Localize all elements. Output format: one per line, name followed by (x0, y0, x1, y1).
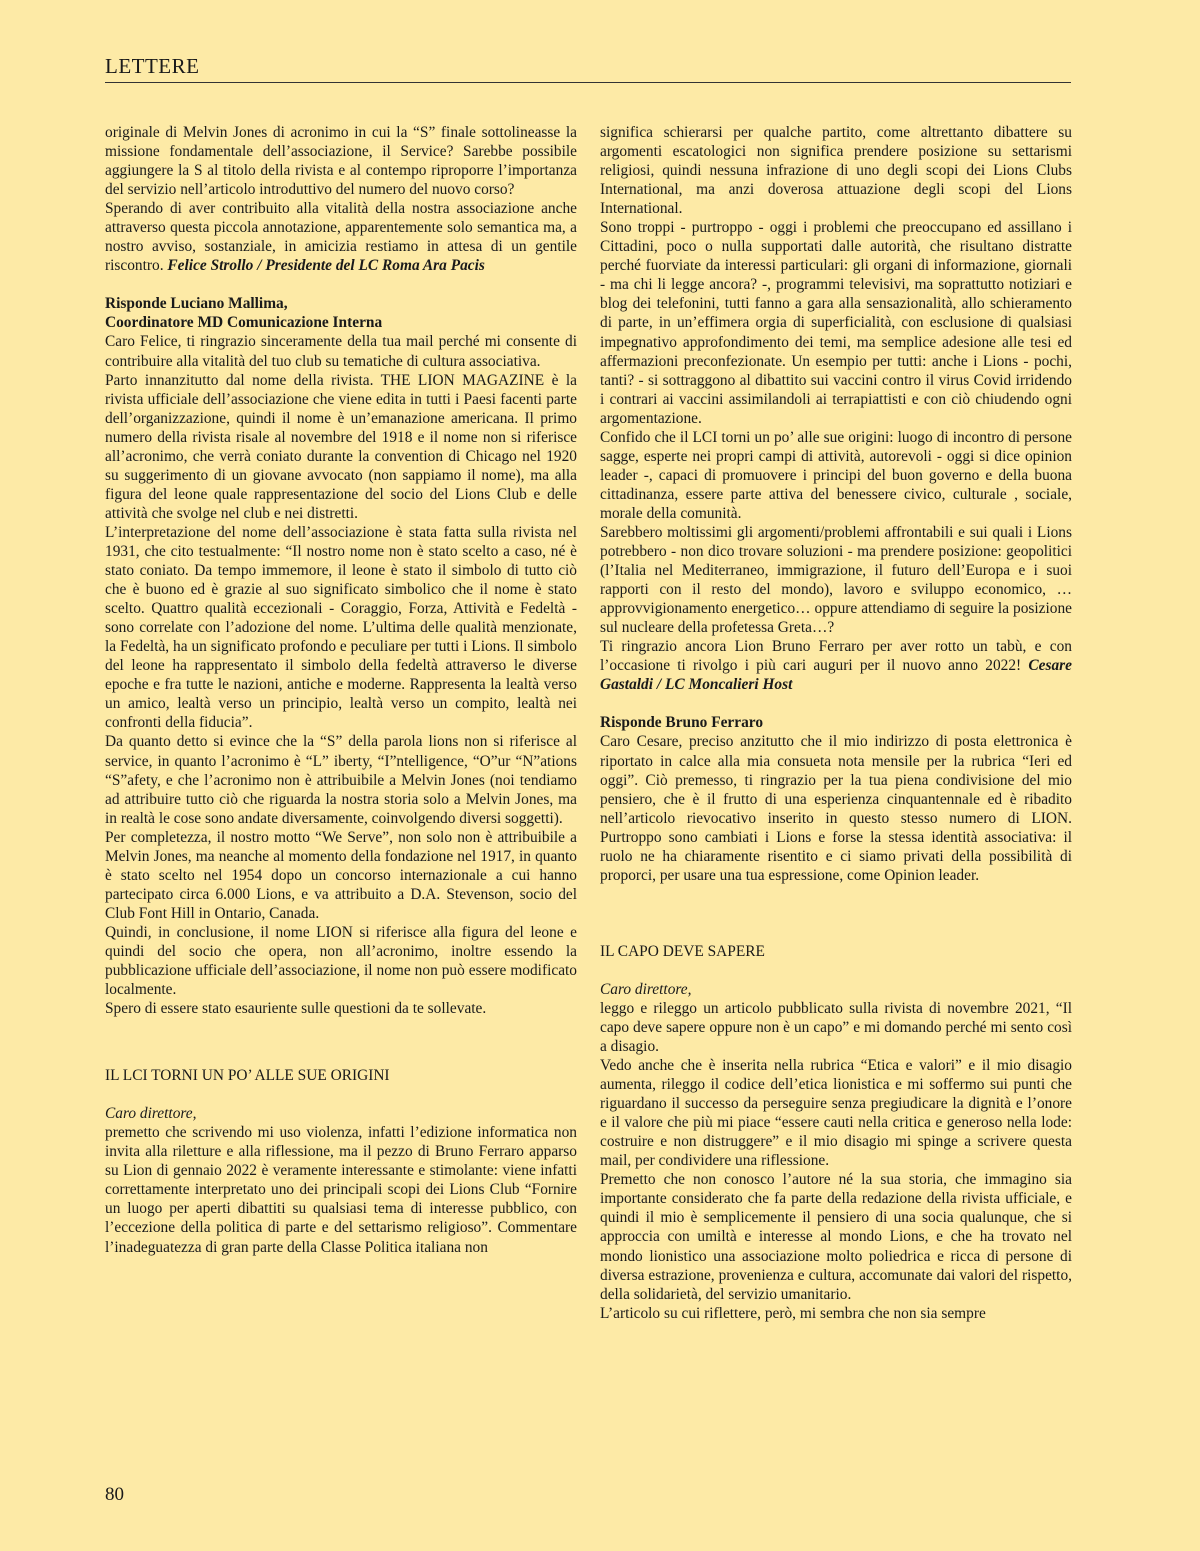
signature: Felice Strollo / Presidente del LC Roma Ara Pacis (167, 257, 485, 275)
section-header: LETTERE (105, 54, 1071, 83)
paragraph: significa schierarsi per qualche partito, come altrettanto dibattere su argomenti escatologici non significa prendere posizione su settarismi religiosi, quindi nessuna infrazione di uno degli scopi dei Lions Clubs International, ma anzi doverosa attuazione degli scopi del Lions International. (600, 124, 1072, 218)
paragraph: Confido che il LCI torni un po’ alle sue origini: luogo di incontro di persone sagge, esperte nei propri campi di attività, autorevoli - oggi si dice opinion leader -, capaci di promuovere i principi del buon governo e della buona cittadinanza, essere parte attiva del benessere civico, culturale , sociale, morale della comunità. (600, 428, 1072, 522)
salutation: Caro direttore, (600, 980, 692, 998)
article-title: IL LCI TORNI UN PO’ ALLE SUE ORIGINI (105, 1067, 390, 1085)
page-number: 80 (105, 1484, 124, 1505)
paragraph: L’articolo su cui riflettere, però, mi sembra che non sia sempre (600, 1304, 986, 1322)
paragraph: Caro Felice, ti ringrazio sinceramente della tua mail perché mi consente di contribuire alla vitalità del tuo club su tematiche di cultura associativa. (105, 333, 577, 370)
paragraph (105, 199, 577, 275)
paragraph: Sono troppi - purtroppo - oggi i problemi che preoccupano ed assillano i Cittadini, poco o nulla supportati dalle autorità, che risultano distratte perché fuorviate da interessi particulari: gli organi di informazione, giornali - ma chi li legge ancora? -, programmi televisivi, ma soprattutto notiziari e blog dei telefonini, tutti fanno a gara alla sensazionalità, allo schieramento di parte, in un’effimera orgia di superficialità, con esclusione di qualsiasi impegnativo approfondimento dei temi, ma semplice adesione alle tesi ed affermazioni preconfezionate. Un esempio per tutti: anche i Lions - pochi, tanti? - si sottraggono al dibattito sui vaccini contro il virus Covid irridendo i contrari ai vaccini assimilandoli ai terrapiattisti e con ciò chiudendo ogni argomentazione. (600, 219, 1072, 427)
paragraph: Sarebbero moltissimi gli argomenti/problemi affrontabili e sui quali i Lions potrebbero - non dico trovare soluzioni - ma prendere posizione: geopolitici (l’Italia nel Mediterraneo, immigrazione, il futuro dell’Europa e i suoi rapporti con il resto del mondo), lavoro e sviluppo economico, …approvvigionamento energetico… oppure attendiamo di seguire la posizione sul nucleare della profetessa Greta…? (600, 523, 1072, 637)
signature: Cesare Gastaldi / LC Moncalieri Host (600, 657, 1072, 694)
paragraph-text: Ti ringrazio ancora Lion Bruno Ferraro per aver rotto un tabù, e con l’occasione ti rivolgo i più cari auguri per il nuovo anno 2022! (600, 638, 1072, 675)
right-column (600, 123, 1072, 1323)
paragraph: Parto innanzitutto dal nome della rivista. THE LION MAGAZINE è la rivista ufficiale dell’associazione che viene edita in tutti i Paesi facenti parte dell’organizzazione, quindi il nome è un’emanazione americana. Il primo numero della rivista risale al novembre del 1918 e il nome non si riferisce all’acronimo, che verrà coniato durante la convention di Chicago nel 1920 su suggerimento di un giovane avvocato (non sappiamo il nome), ma alla figura del leone quale rappresentazione del socio del Lions Club e delle attività che svolge nel club e nei distretti. (105, 371, 577, 522)
paragraph: Caro Cesare, preciso anzitutto che il mio indirizzo di posta elettronica è riportato in calce alla mia consueta nota mensile per la rubrica “Ieri ed oggi”. Ciò premesso, ti ringrazio per la tua piena condivisione del mio pensiero, che è il frutto di una esperienza cinquantennale ed è ribadito nell’articolo rievocativo inserito in questo stesso numero di LION. Purtroppo sono cambiati i Lions e forse la stessa identità associativa: il ruolo ne ha chiaramente risentito e ci siamo privati della possibilità di proporci, per usare una tua espressione, come Opinion leader. (600, 733, 1072, 884)
paragraph: L’interpretazione del nome dell’associazione è stata fatta sulla rivista nel 1931, che cito testualmente: “Il nostro nome non è stato scelto a caso, né è stato coniato. Da tempo immemore, il leone è stato il simbolo di tutto ciò che è buono ed è grazie al suo significato simbolico che il nome è stato scelto. Quattro qualità eccezionali - Coraggio, Forza, Attività e Fedeltà - sono correlate con l’adozione del nome. L’ultima delle qualità menzionate, la Fedeltà, ha un significato profondo e peculiare per tutti i Lions. Il simbolo del leone ha rappresentato il simbolo della fedeltà attraverso le diverse epoche e fra tutte le nazioni, antiche e moderne. Rappresenta la lealtà verso un amico, lealtà verso un principio, lealtà verso un compito, lealtà nei confronti della fiducia”. (105, 523, 577, 732)
left-column (105, 123, 577, 1257)
paragraph-text: Sperando di aver contribuito alla vitalità della nostra associazione anche attraverso questa piccola annotazione, apparentemente solo semantica ma, a nostro avviso, sostanziale, in amicizia restiamo in attesa di un gentile riscontro. (105, 200, 577, 275)
paragraph: Da quanto detto si evince che la “S” della parola lions non si riferisce al service, in quanto l’acronimo è “L” iberty, “I”ntelligence, “O”ur “N”ations “S”afety, e che l’acronimo non è attribuibile a Melvin Jones (noi tendiamo ad attribuire tutto ciò che riguarda la nostra storia solo a Melvin Jones, ma in realtà le cose sono andate diversamente, coinvolgendo diversi soggetti). (105, 733, 577, 827)
paragraph (600, 637, 1072, 694)
paragraph: Per completezza, il nostro motto “We Serve”, non solo non è attribuibile a Melvin Jones, ma neanche al momento della fondazione nel 1917, in quanto è stato scelto nel 1954 dopo un concorso internazionale a cui hanno partecipato circa 6.000 Lions, e va attribuito a D.A. Stevenson, socio del Club Font Hill in Ontario, Canada. (105, 828, 577, 922)
paragraph: leggo e rileggo un articolo pubblicato sulla rivista di novembre 2021, “Il capo deve sapere oppure non è un capo” e mi domando perché mi sento così a disagio. (600, 999, 1072, 1056)
salutation: Caro direttore, (105, 1105, 197, 1123)
reply-heading: Risponde Bruno Ferraro (600, 714, 764, 732)
reply-heading-role: Coordinatore MD Comunicazione Interna (105, 314, 383, 332)
paragraph: Spero di essere stato esauriente sulle questioni da te sollevate. (105, 1000, 487, 1018)
paragraph: premetto che scrivendo mi uso violenza, infatti l’edizione informatica non invita alla riletture e alla riflessione, ma il pezzo di Bruno Ferraro apparso su Lion di gennaio 2022 è veramente interessante e stimolante: viene infatti correttamente interpretato uno dei principali scopi dei Lions Club “Fornire un luogo per aperti dibattiti su qualsiasi tema di interesse pubblico, con l’eccezione della politica di parte e del settarismo religioso”. Commentare l’inadeguatezza di gran parte della Classe Politica italiana non (105, 1124, 577, 1256)
paragraph: Quindi, in conclusione, il nome LION si riferisce alla figura del leone e quindi del socio che opera, non all’acronimo, inoltre essendo la pubblicazione ufficiale dell’associazione, il nome non può essere modificato localmente. (105, 923, 577, 999)
article-title: IL CAPO DEVE SAPERE (600, 942, 765, 960)
paragraph: Premetto che non conosco l’autore né la sua storia, che immagino sia importante considerato che fa parte della redazione della rivista ufficiale, e quindi il mio è semplicemente il pensiero di una socia qualunque, che si approccia con umiltà e interesse al mondo Lions, e che ha trovato nel mondo lionistico una associazione molto poliedrica e ricca di persone di diversa estrazione, provenienza e cultura, accomunate dai valori del rispetto, della solidarietà, del servizio umanitario. (600, 1171, 1072, 1303)
paragraph: originale di Melvin Jones di acronimo in cui la “S” finale sottolineasse la missione fondamentale dell’associazione, il Service? Sarebbe possibile aggiungere la S al titolo della rivista e al contempo riproporre l’importanza del servizio nell’articolo introduttivo del numero del nuovo corso? (105, 124, 577, 199)
reply-heading: Risponde Luciano Mallima, (105, 295, 288, 313)
paragraph: Vedo anche che è inserita nella rubrica “Etica e valori” e il mio disagio aumenta, rileggo il codice dell’etica lionistica e mi soffermo sui punti che riguardano il successo da perseguire senza pregiudicare la dignità e l’onore e il valore che più mi piace “essere cauti nella critica e generoso nella lode: costruire e non distruggere” e il mio disagio mi spinge a scrivere questa mail, per condividere una riflessione. (600, 1057, 1072, 1170)
